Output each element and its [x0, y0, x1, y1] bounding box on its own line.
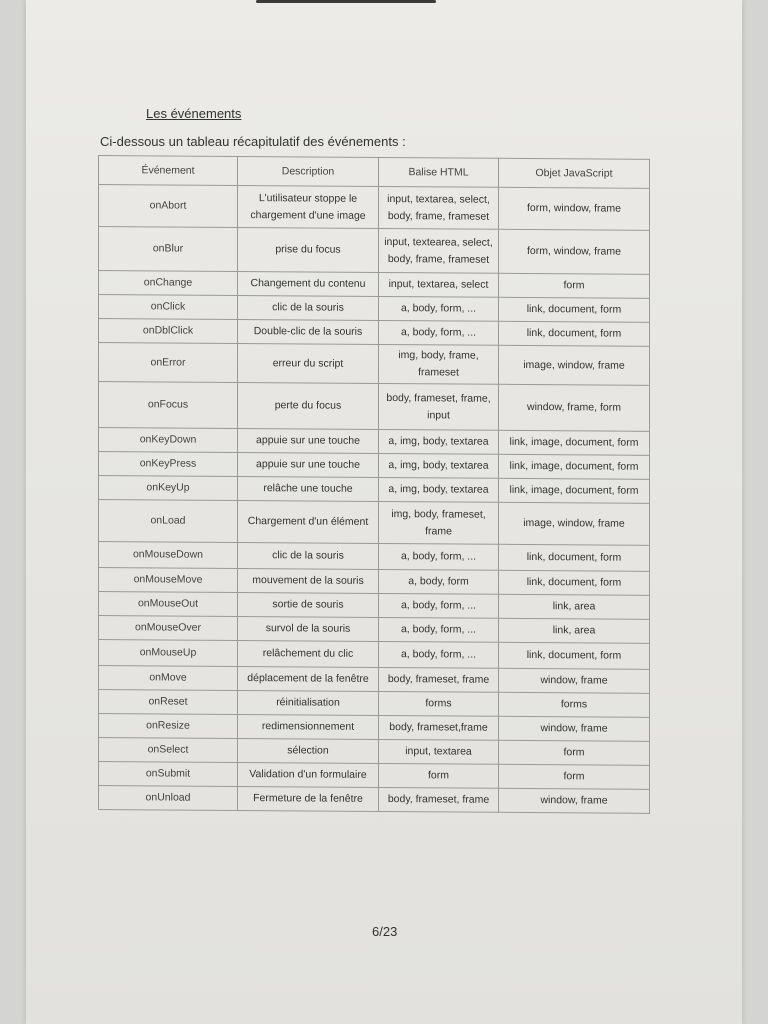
- html-tag-cell: forms: [379, 691, 499, 716]
- table-row: [99, 227, 650, 275]
- event-name-cell: onFocus: [99, 382, 238, 429]
- js-object-cell: window, frame: [499, 716, 650, 741]
- description-cell: Fermeture de la fenêtre: [238, 786, 379, 811]
- description-cell: redimensionnement: [238, 714, 379, 739]
- html-tag-cell: body, frameset,frame: [379, 715, 499, 740]
- js-object-cell: link, image, document, form: [499, 454, 650, 479]
- page-edge-mark: [256, 0, 436, 3]
- column-header: Événement: [99, 156, 238, 186]
- js-object-cell: form: [499, 764, 650, 789]
- event-name-cell: onResize: [99, 714, 238, 739]
- js-object-cell: window, frame: [499, 788, 650, 813]
- js-object-cell: form, window, frame: [499, 229, 650, 274]
- event-name-cell: onReset: [99, 690, 238, 715]
- html-tag-cell: a, img, body, textarea: [379, 477, 499, 502]
- table-row: [99, 786, 650, 814]
- js-object-cell: link, document, form: [499, 544, 650, 571]
- table-row: [99, 640, 650, 670]
- html-tag-cell: form: [379, 763, 499, 788]
- js-object-cell: link, document, form: [499, 321, 650, 346]
- description-cell: erreur du script: [238, 343, 379, 383]
- html-tag-cell: input, textarea: [379, 739, 499, 764]
- event-name-cell: onKeyPress: [99, 452, 238, 477]
- js-object-cell: link, area: [499, 594, 650, 619]
- event-name-cell: onDblClick: [99, 319, 238, 344]
- description-cell: appuie sur une touche: [238, 428, 379, 453]
- description-cell: relâche une touche: [238, 476, 379, 501]
- js-object-cell: link, image, document, form: [499, 430, 650, 455]
- event-name-cell: onLoad: [99, 500, 238, 543]
- description-cell: déplacement de la fenêtre: [238, 666, 379, 691]
- html-tag-cell: a, body, form, ...: [379, 296, 499, 321]
- html-tag-cell: a, body, form: [379, 569, 499, 594]
- html-tag-cell: input, textearea, select, body, frame, frameset: [379, 228, 499, 273]
- description-cell: relâchement du clic: [238, 640, 379, 667]
- event-name-cell: onSubmit: [99, 762, 238, 787]
- events-table: [98, 155, 650, 814]
- event-name-cell: onMove: [99, 666, 238, 691]
- description-cell: Double-clic de la souris: [238, 319, 379, 344]
- js-object-cell: link, area: [499, 618, 650, 643]
- table-row: [99, 500, 650, 546]
- js-object-cell: link, image, document, form: [499, 478, 650, 503]
- js-object-cell: image, window, frame: [499, 502, 650, 545]
- html-tag-cell: img, body, frameset, frame: [379, 501, 499, 544]
- html-tag-cell: body, frameset, frame, input: [379, 383, 499, 430]
- event-name-cell: onKeyUp: [99, 476, 238, 501]
- column-header: Description: [238, 156, 379, 186]
- intro-text: Ci-dessous un tableau récapitulatif des événements :: [100, 134, 406, 149]
- description-cell: mouvement de la souris: [238, 568, 379, 593]
- event-name-cell: onMouseOut: [99, 592, 238, 617]
- table-row: [99, 185, 650, 231]
- event-name-cell: onError: [99, 343, 238, 383]
- html-tag-cell: input, textarea, select, body, frame, frameset: [379, 186, 499, 229]
- event-name-cell: onSelect: [99, 738, 238, 763]
- html-tag-cell: body, frameset, frame: [379, 787, 499, 812]
- description-cell: réinitialisation: [238, 690, 379, 715]
- html-tag-cell: img, body, frame, frameset: [379, 344, 499, 384]
- js-object-cell: link, document, form: [499, 570, 650, 595]
- description-cell: appuie sur une touche: [238, 452, 379, 477]
- section-title: Les événements: [146, 106, 242, 121]
- js-object-cell: image, window, frame: [499, 345, 650, 385]
- description-cell: perte du focus: [238, 382, 379, 429]
- description-cell: Changement du contenu: [238, 271, 379, 296]
- js-object-cell: form: [499, 273, 650, 298]
- description-cell: Chargement d'un élément: [238, 500, 379, 543]
- event-name-cell: onUnload: [99, 786, 238, 811]
- html-tag-cell: a, body, form, ...: [379, 543, 499, 570]
- html-tag-cell: a, body, form, ...: [379, 320, 499, 345]
- js-object-cell: link, document, form: [499, 297, 650, 322]
- table-row: [99, 382, 650, 432]
- js-object-cell: form, window, frame: [499, 187, 650, 230]
- table-row: [99, 542, 650, 572]
- description-cell: L'utilisateur stoppe le chargement d'une image: [238, 185, 379, 228]
- event-name-cell: onChange: [99, 271, 238, 296]
- event-name-cell: onAbort: [99, 185, 238, 228]
- description-cell: Validation d'un formulaire: [238, 762, 379, 787]
- js-object-cell: window, frame: [499, 668, 650, 693]
- js-object-cell: form: [499, 740, 650, 765]
- html-tag-cell: input, textarea, select: [379, 272, 499, 297]
- event-name-cell: onMouseOver: [99, 616, 238, 641]
- event-name-cell: onKeyDown: [99, 428, 238, 453]
- event-name-cell: onMouseUp: [99, 640, 238, 667]
- js-object-cell: window, frame, form: [499, 384, 650, 431]
- event-name-cell: onMouseDown: [99, 542, 238, 569]
- description-cell: clic de la souris: [238, 295, 379, 320]
- event-name-cell: onBlur: [99, 227, 238, 272]
- event-name-cell: onClick: [99, 295, 238, 320]
- description-cell: prise du focus: [238, 227, 379, 272]
- event-name-cell: onMouseMove: [99, 568, 238, 593]
- page-number: 6/23: [372, 924, 398, 939]
- html-tag-cell: a, img, body, textarea: [379, 453, 499, 478]
- html-tag-cell: body, frameset, frame: [379, 667, 499, 692]
- column-header: Balise HTML: [379, 157, 499, 187]
- js-object-cell: forms: [499, 692, 650, 717]
- html-tag-cell: a, body, form, ...: [379, 641, 499, 668]
- js-object-cell: link, document, form: [499, 642, 650, 669]
- description-cell: clic de la souris: [238, 542, 379, 569]
- table-row: [99, 343, 650, 386]
- description-cell: sélection: [238, 738, 379, 763]
- html-tag-cell: a, img, body, textarea: [379, 429, 499, 454]
- table-header-row: [99, 156, 650, 189]
- description-cell: sortie de souris: [238, 592, 379, 617]
- html-tag-cell: a, body, form, ...: [379, 617, 499, 642]
- description-cell: survol de la souris: [238, 616, 379, 641]
- column-header: Objet JavaScript: [499, 158, 650, 188]
- html-tag-cell: a, body, form, ...: [379, 593, 499, 618]
